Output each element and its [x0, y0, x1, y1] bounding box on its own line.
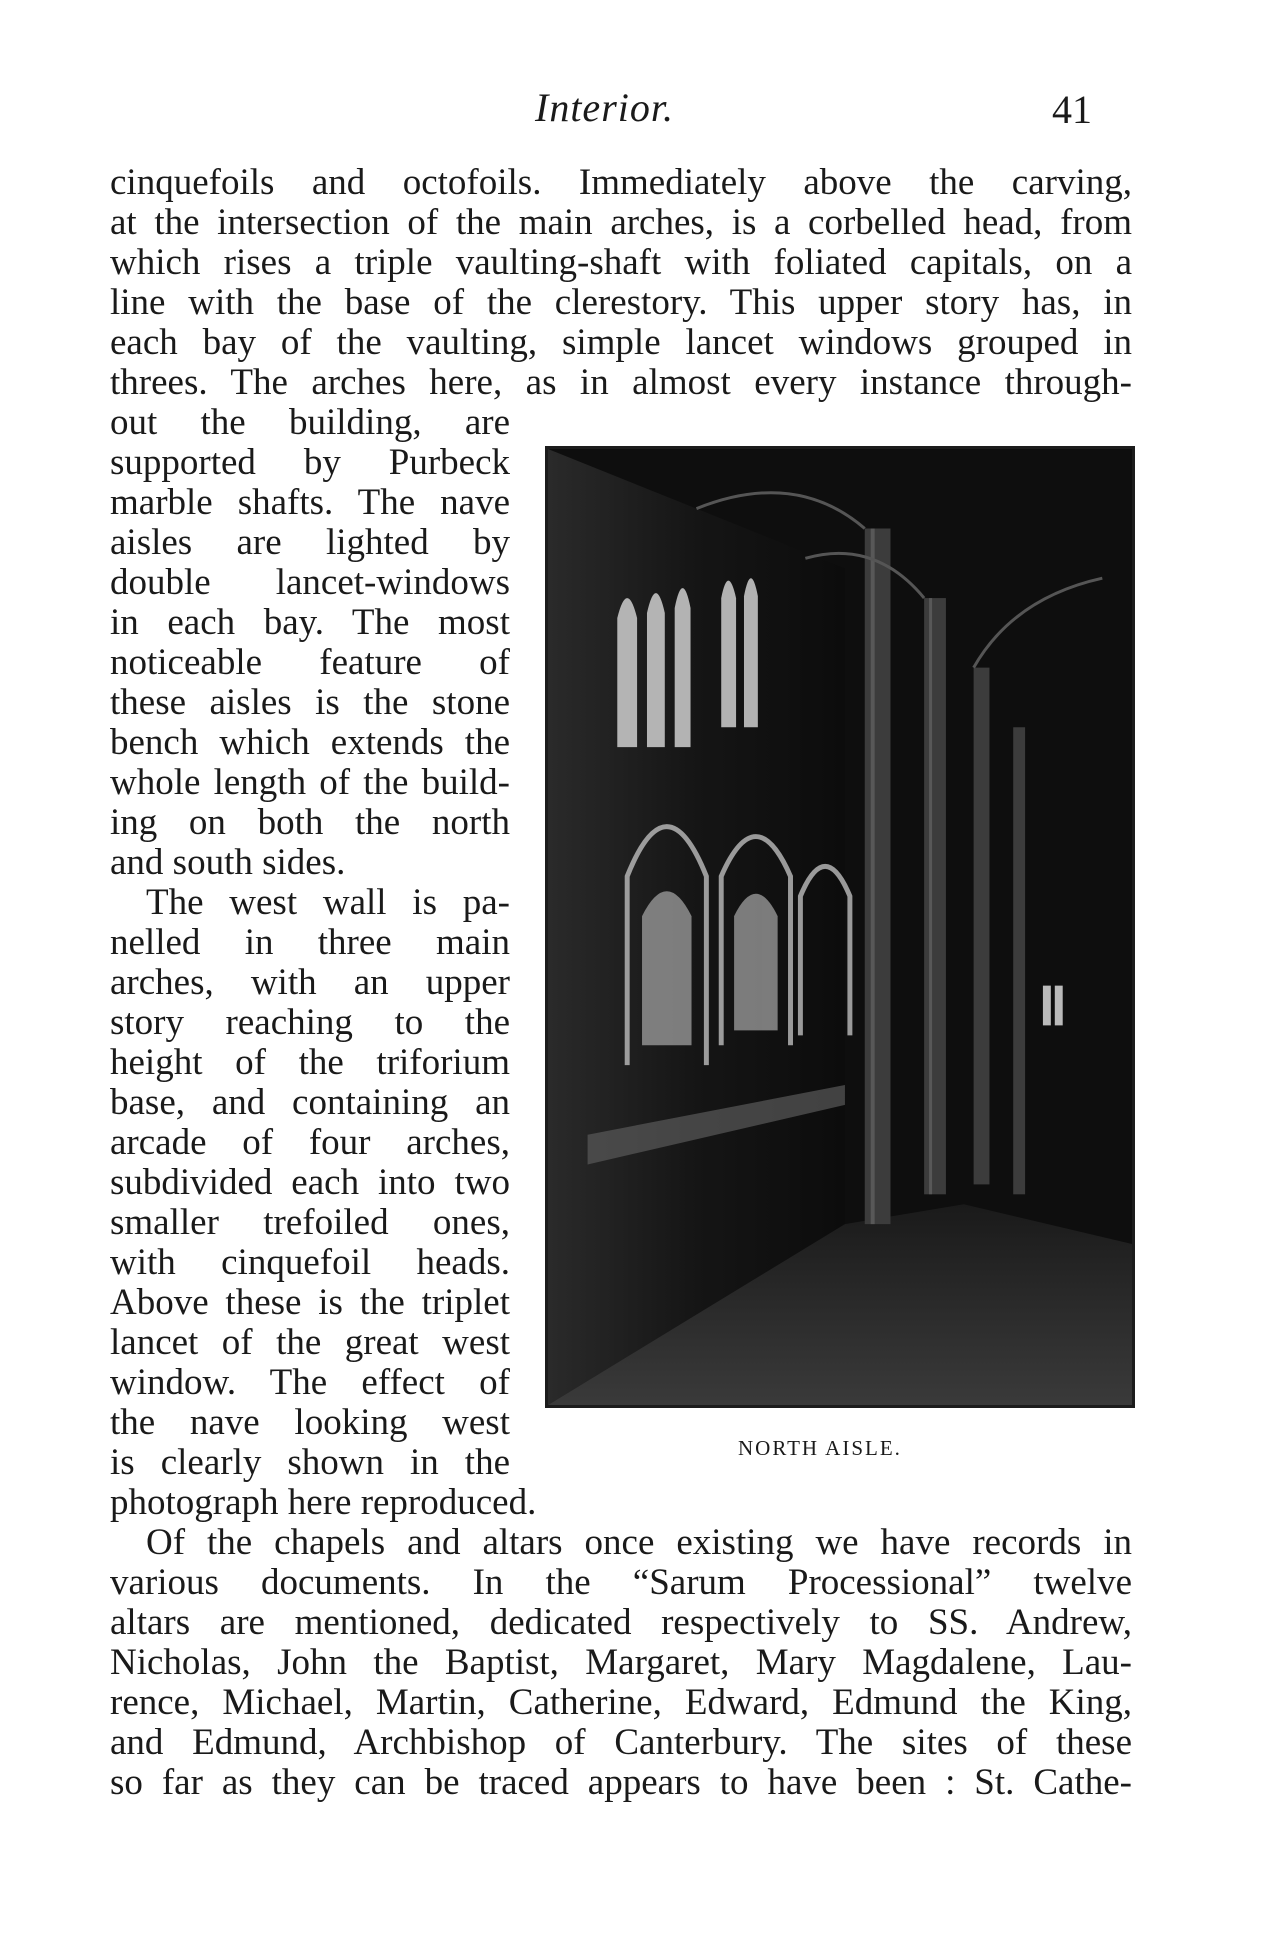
- text-line: altars are mentioned, dedicated respectively to SS. Andrew,: [110, 1602, 1132, 1643]
- text-line: various documents. In the “Sarum Processional” twelve: [110, 1562, 1132, 1603]
- text-line: cinquefoils and octofoils. Immediately above the carving,: [110, 162, 1132, 203]
- running-head-title: Interior.: [535, 85, 674, 130]
- text-line: height of the triforium: [110, 1042, 510, 1083]
- text-line: Of the chapels and altars once existing we have records in: [146, 1522, 1132, 1563]
- text-line: bench which extends the: [110, 722, 510, 763]
- text-line: arches, with an upper: [110, 962, 510, 1003]
- text-line: double lancet-windows: [110, 562, 510, 603]
- text-line: rence, Michael, Martin, Catherine, Edward, Edmund the King,: [110, 1682, 1132, 1723]
- text-line: which rises a triple vaulting-shaft with foliated capitals, on a: [110, 242, 1132, 283]
- text-line: the nave looking west: [110, 1402, 510, 1443]
- north-aisle-photograph: [545, 446, 1135, 1408]
- text-line: in each bay. The most: [110, 602, 510, 643]
- text-line: noticeable feature of: [110, 642, 510, 683]
- text-line: whole length of the build-: [110, 762, 510, 803]
- text-line: smaller trefoiled ones,: [110, 1202, 510, 1243]
- text-line: so far as they can be traced appears to have been : St. Cathe-: [110, 1762, 1132, 1803]
- text-line: threes. The arches here, as in almost every instance through-: [110, 362, 1132, 403]
- cathedral-aisle-illustration: [548, 449, 1132, 1405]
- text-line: is clearly shown in the: [110, 1442, 510, 1483]
- text-line: nelled in three main: [110, 922, 510, 963]
- text-line: with cinquefoil heads.: [110, 1242, 510, 1283]
- text-line: The west wall is pa-: [146, 882, 510, 923]
- text-line: at the intersection of the main arches, is a corbelled head, from: [110, 202, 1132, 243]
- text-line: subdivided each into two: [110, 1162, 510, 1203]
- text-line: Above these is the triplet: [110, 1282, 510, 1323]
- text-line: and south sides.: [110, 842, 346, 883]
- text-line: aisles are lighted by: [110, 522, 510, 563]
- text-line: story reaching to the: [110, 1002, 510, 1043]
- text-line: arcade of four arches,: [110, 1122, 510, 1163]
- text-line: supported by Purbeck: [110, 442, 510, 483]
- text-line: and Edmund, Archbishop of Canterbury. The sites of these: [110, 1722, 1132, 1763]
- text-line: each bay of the vaulting, simple lancet windows grouped in: [110, 322, 1132, 363]
- text-line: marble shafts. The nave: [110, 482, 510, 523]
- page-number: 41: [1052, 87, 1092, 132]
- text-line: base, and containing an: [110, 1082, 510, 1123]
- text-line: lancet of the great west: [110, 1322, 510, 1363]
- figure-caption: NORTH AISLE.: [738, 1436, 902, 1460]
- text-line: photograph here reproduced.: [110, 1482, 537, 1523]
- text-line: these aisles is the stone: [110, 682, 510, 723]
- text-line: out the building, are: [110, 402, 510, 443]
- text-line: Nicholas, John the Baptist, Margaret, Mary Magdalene, Lau-: [110, 1642, 1132, 1683]
- text-line: ing on both the north: [110, 802, 510, 843]
- text-line: line with the base of the clerestory. This upper story has, in: [110, 282, 1132, 323]
- text-line: window. The effect of: [110, 1362, 510, 1403]
